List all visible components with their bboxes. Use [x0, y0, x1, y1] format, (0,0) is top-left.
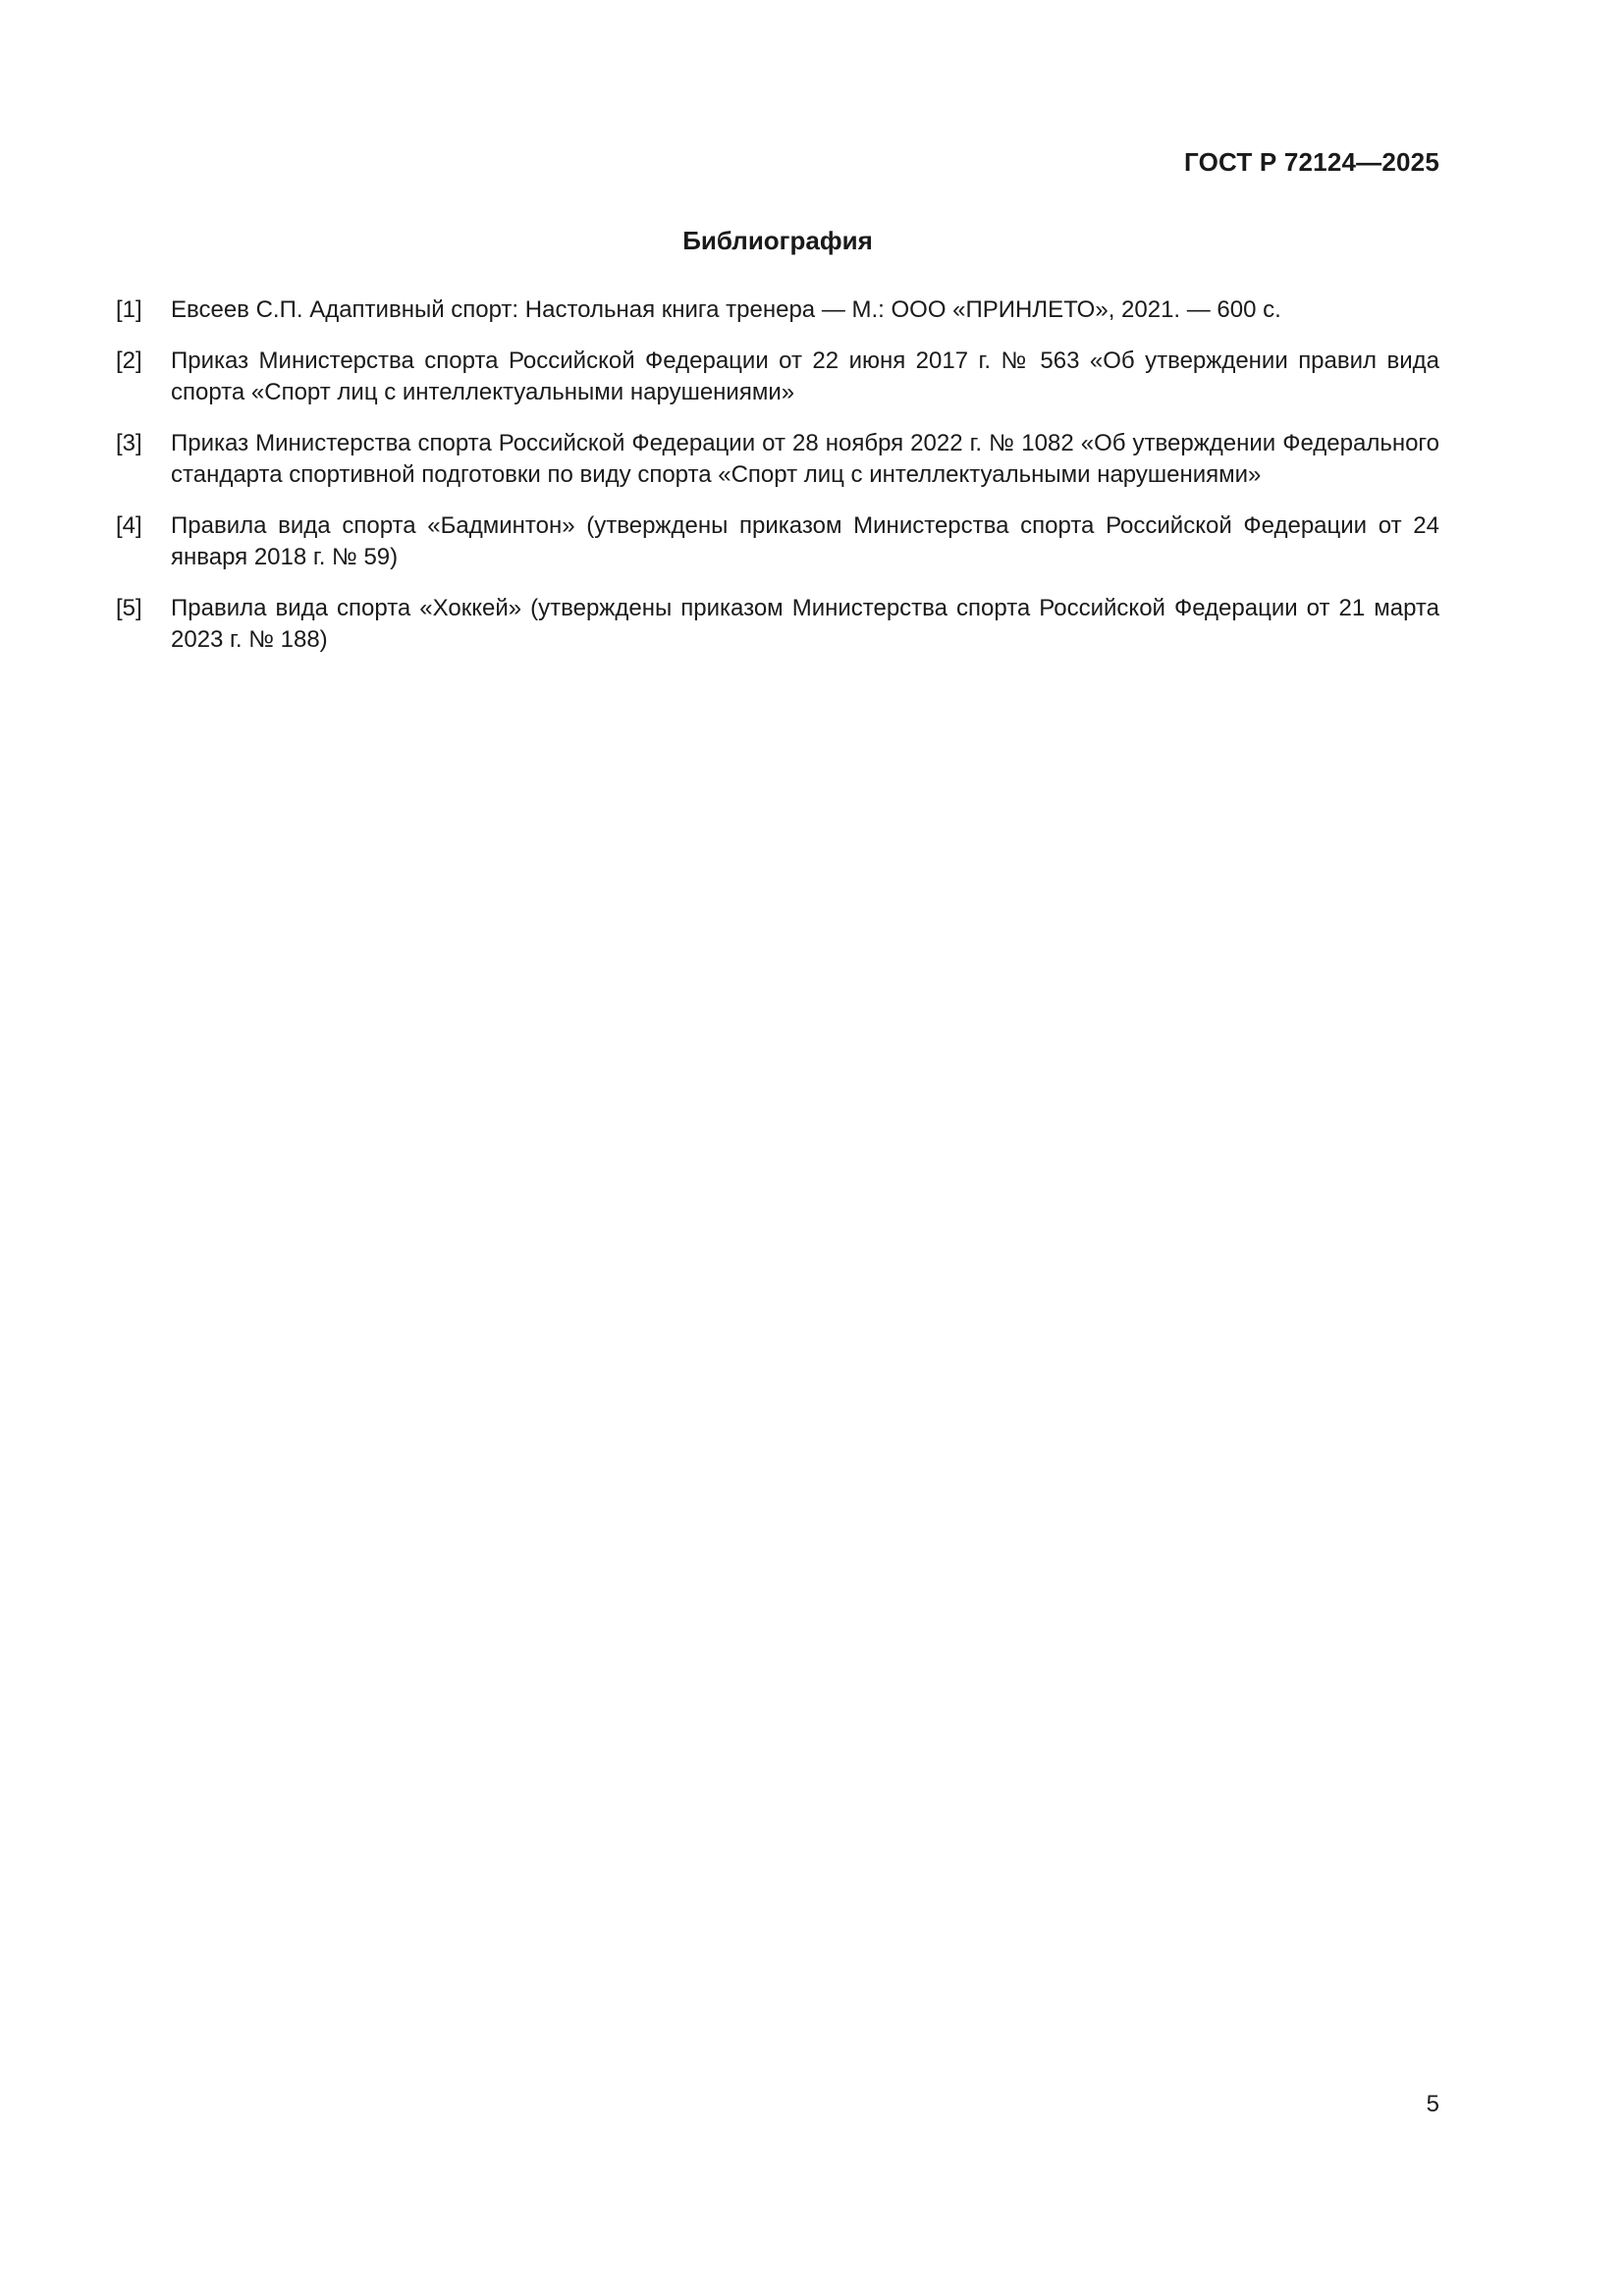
bibliography-item-text: Правила вида спорта «Бадминтон» (утверждены приказом Министерства спорта Российской Федерации от 24 января 2018 г. № 59) — [171, 512, 1439, 570]
bibliography-item-text: Евсеев С.П. Адаптивный спорт: Настольная книга тренера — М.: ООО «ПРИНЛЕТО», 2021. — 600 с. — [171, 296, 1281, 323]
page-number: 5 — [1426, 2091, 1439, 2117]
bibliography-item — [116, 510, 1439, 573]
bibliography-item — [116, 346, 1439, 408]
bibliography-item-number: [5] — [116, 595, 142, 621]
bibliography-item — [116, 294, 1439, 326]
page-title: Библиография — [682, 226, 873, 255]
document-code: ГОСТ Р 72124—2025 — [1184, 147, 1439, 177]
bibliography-item — [116, 593, 1439, 656]
bibliography-item-text: Приказ Министерства спорта Российской Федерации от 28 ноября 2022 г. № 1082 «Об утверждении Федерального стандарта спортивной подготовки по виду спорта «Спорт лиц с интеллектуальными нарушениями» — [171, 430, 1439, 488]
bibliography-item-number: [3] — [116, 430, 142, 456]
bibliography-item-text: Приказ Министерства спорта Российской Федерации от 22 июня 2017 г. № 563 «Об утверждении правил вида спорта «Спорт лиц с интеллектуальными нарушениями» — [171, 347, 1439, 405]
bibliography-item-number: [2] — [116, 347, 142, 374]
bibliography-item-number: [4] — [116, 512, 142, 539]
bibliography-item-text: Правила вида спорта «Хоккей» (утверждены приказом Министерства спорта Российской Федерации от 21 марта 2023 г. № 188) — [171, 595, 1439, 653]
bibliography-item-number: [1] — [116, 296, 142, 323]
bibliography-item — [116, 428, 1439, 491]
bibliography-list — [116, 294, 1439, 675]
